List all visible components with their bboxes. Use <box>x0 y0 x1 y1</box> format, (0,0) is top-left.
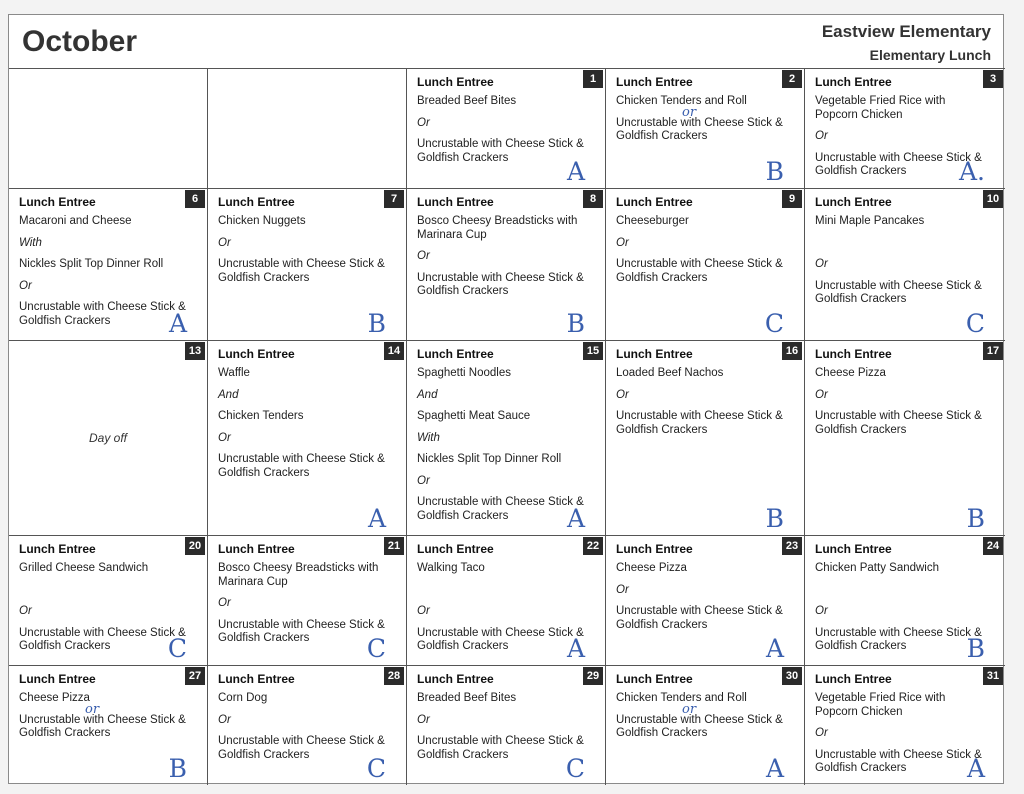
entree-heading: Lunch Entree <box>417 672 494 686</box>
menu-item: Uncrustable with Cheese Stick & Goldfish Crackers <box>417 496 584 522</box>
menu-item: Uncrustable with Cheese Stick & Goldfish Crackers <box>815 151 982 177</box>
entree-heading: Lunch Entree <box>815 672 892 686</box>
day-number: 23 <box>782 537 802 555</box>
day-cell <box>805 536 1005 666</box>
day-cell <box>606 341 805 536</box>
menu-item: Or <box>218 713 231 726</box>
menu-items <box>815 367 991 445</box>
day-cell <box>9 666 208 785</box>
menu-item: Uncrustable with Cheese Stick & Goldfish Crackers <box>19 713 186 739</box>
entree-heading: Lunch Entree <box>218 195 295 209</box>
menu-item: Or <box>417 250 430 262</box>
menu-item: Or <box>815 258 828 270</box>
entree-heading: Lunch Entree <box>417 347 494 361</box>
day-cell <box>805 68 1005 189</box>
menu-item: Spaghetti Noodles <box>417 367 511 379</box>
day-off-label: Day off <box>88 431 127 445</box>
day-cell <box>208 341 407 536</box>
handwritten-choice-mark: B <box>765 157 784 186</box>
menu-item: Uncrustable with Cheese Stick & Goldfish Crackers <box>218 735 385 761</box>
menu-item: Or <box>218 597 231 609</box>
day-cell <box>407 189 606 341</box>
menu-item: Uncrustable with Cheese Stick & Goldfish Crackers <box>19 301 186 327</box>
menu-item: And <box>218 388 239 401</box>
menu-items <box>616 367 790 445</box>
school-name: Eastview Elementary <box>821 22 991 41</box>
menu-item: Or <box>815 388 828 401</box>
entree-heading: Lunch Entree <box>616 75 693 89</box>
menu-item: Breaded Beef Bites <box>417 95 517 107</box>
day-number: 1 <box>583 70 603 88</box>
day-number: 29 <box>583 667 603 685</box>
menu-item: Uncrustable with Cheese Stick & Goldfish Crackers <box>218 258 385 284</box>
menu-item: With <box>19 236 42 249</box>
day-number: 8 <box>583 190 603 208</box>
entree-heading: Lunch Entree <box>417 195 494 209</box>
menu-item: Uncrustable with Cheese Stick & Goldfish Crackers <box>417 735 584 761</box>
day-number: 13 <box>185 342 205 360</box>
menu-item: Or <box>815 727 828 739</box>
menu-item: With <box>417 431 440 444</box>
menu-items <box>815 562 991 662</box>
handwritten-choice-mark: C <box>764 309 784 338</box>
menu-item: Grilled Cheese Sandwich <box>19 562 149 574</box>
handwritten-choice-mark: B <box>966 634 985 663</box>
menu-item: Nickles Split Top Dinner Roll <box>19 258 164 270</box>
menu-items <box>417 562 591 662</box>
day-number: 17 <box>983 342 1003 360</box>
menu-item: Vegetable Fried Rice with Popcorn Chicken <box>815 692 946 718</box>
day-number: 22 <box>583 537 603 555</box>
day-cell <box>606 666 805 785</box>
menu-item: Nickles Split Top Dinner Roll <box>417 453 562 465</box>
calendar-grid <box>9 15 1005 785</box>
handwritten-choice-mark: A <box>966 754 985 783</box>
day-cell <box>9 189 208 341</box>
day-cell <box>407 68 606 189</box>
menu-item: Or <box>218 236 231 249</box>
menu-item: Or <box>616 583 629 596</box>
entree-heading: Lunch Entree <box>616 347 693 361</box>
menu-item: Or <box>417 605 430 617</box>
day-cell <box>208 189 407 341</box>
menu-items <box>815 692 991 784</box>
day-number: 2 <box>782 70 802 88</box>
menu-item: Or <box>417 713 430 726</box>
day-number: 31 <box>983 667 1003 685</box>
handwritten-choice-mark: A. <box>958 157 985 186</box>
menu-item: Spaghetti Meat Sauce <box>417 410 531 422</box>
menu-item: Mini Maple Pancakes <box>815 215 925 227</box>
handwritten-choice-mark: C <box>366 634 386 663</box>
menu-item: Uncrustable with Cheese Stick & Goldfish Crackers <box>616 410 783 436</box>
menu-item: Uncrustable with Cheese Stick & Goldfish Crackers <box>616 713 783 739</box>
entree-heading: Lunch Entree <box>19 542 96 556</box>
menu-item: Chicken Patty Sandwich <box>815 562 940 574</box>
entree-heading: Lunch Entree <box>417 542 494 556</box>
menu-item: Uncrustable with Cheese Stick & Goldfish Crackers <box>218 453 385 479</box>
entree-heading: Lunch Entree <box>19 195 96 209</box>
handwritten-choice-mark: B <box>765 504 784 533</box>
menu-item: Walking Taco <box>417 562 485 574</box>
day-cell <box>805 341 1005 536</box>
spacer <box>417 584 591 598</box>
menu-item: Or <box>19 605 32 617</box>
day-cell <box>407 666 606 785</box>
menu-items <box>616 692 790 749</box>
day-number: 6 <box>185 190 205 208</box>
handwritten-choice-mark: B <box>966 504 985 533</box>
entree-heading: Lunch Entree <box>815 542 892 556</box>
menu-item: Or <box>616 236 629 249</box>
menu-items <box>417 215 591 307</box>
day-number: 28 <box>384 667 404 685</box>
menu-item: Uncrustable with Cheese Stick & Goldfish Crackers <box>19 626 186 652</box>
menu-item: Uncrustable with Cheese Stick & Goldfish Crackers <box>815 748 982 774</box>
day-cell <box>407 536 606 666</box>
handwritten-choice-mark: A <box>765 634 784 663</box>
menu-item: Waffle <box>218 367 250 379</box>
entree-heading: Lunch Entree <box>616 195 693 209</box>
entree-heading: Lunch Entree <box>218 542 295 556</box>
spacer <box>19 584 193 598</box>
menu-sheet <box>8 14 1004 784</box>
menu-item: Breaded Beef Bites <box>417 692 517 704</box>
entree-heading: Lunch Entree <box>616 672 693 686</box>
menu-items <box>19 215 193 336</box>
handwritten-choice-mark: B <box>168 754 187 783</box>
day-cell <box>805 189 1005 341</box>
spacer <box>815 584 991 598</box>
day-number: 14 <box>384 342 404 360</box>
menu-item: Or <box>218 431 231 444</box>
day-cell <box>606 68 805 189</box>
day-number: 21 <box>384 537 404 555</box>
day-number: 20 <box>185 537 205 555</box>
entree-heading: Lunch Entree <box>417 75 494 89</box>
menu-item: Corn Dog <box>218 692 268 704</box>
handwritten-choice-mark: C <box>366 754 386 783</box>
handwritten-choice-mark: A <box>566 157 585 186</box>
menu-items <box>417 95 591 173</box>
entree-heading: Lunch Entree <box>218 672 295 686</box>
day-cell <box>606 189 805 341</box>
menu-items <box>417 367 591 531</box>
menu-item: Bosco Cheesy Breadsticks with Marinara Cup <box>417 215 578 241</box>
handwritten-choice-mark: A <box>566 634 585 663</box>
day-cell <box>606 536 805 666</box>
entree-heading: Lunch Entree <box>19 672 96 686</box>
menu-item: Uncrustable with Cheese Stick & Goldfish Crackers <box>815 410 982 436</box>
entree-heading: Lunch Entree <box>815 195 892 209</box>
day-number: 9 <box>782 190 802 208</box>
day-number: 3 <box>983 70 1003 88</box>
menu-item: Or <box>417 474 430 487</box>
handwritten-choice-mark: A <box>367 504 386 533</box>
day-number: 16 <box>782 342 802 360</box>
menu-item: Cheeseburger <box>616 215 689 227</box>
menu-item: Chicken Tenders and Roll <box>616 692 747 704</box>
menu-item: Or <box>19 279 32 292</box>
entree-heading: Lunch Entree <box>815 75 892 89</box>
menu-item: Macaroni and Cheese <box>19 215 132 227</box>
menu-item: Cheese Pizza <box>19 692 90 704</box>
handwritten-choice-mark: C <box>965 309 985 338</box>
menu-item: Uncrustable with Cheese Stick & Goldfish Crackers <box>417 138 584 164</box>
menu-item: Uncrustable with Cheese Stick & Goldfish Crackers <box>218 618 385 644</box>
day-cell <box>407 341 606 536</box>
menu-item: And <box>417 388 438 401</box>
menu-item: Uncrustable with Cheese Stick & Goldfish Crackers <box>616 116 783 142</box>
handwritten-choice-mark: A <box>168 309 187 338</box>
day-cell <box>208 68 407 189</box>
menu-item: Chicken Tenders <box>218 410 304 422</box>
handwritten-choice-mark: B <box>367 309 386 338</box>
menu-items <box>616 562 790 640</box>
menu-item: Or <box>815 130 828 142</box>
menu-item: Cheese Pizza <box>616 562 687 574</box>
menu-item: Uncrustable with Cheese Stick & Goldfish Crackers <box>616 605 783 631</box>
menu-item: Or <box>815 605 828 617</box>
menu-item: Uncrustable with Cheese Stick & Goldfish Crackers <box>815 626 982 652</box>
menu-item: Or <box>417 116 430 129</box>
month-title: October <box>22 25 138 58</box>
handwritten-choice-mark: A <box>765 754 784 783</box>
day-number: 7 <box>384 190 404 208</box>
handwritten-choice-mark: B <box>566 309 585 338</box>
day-number: 24 <box>983 537 1003 555</box>
menu-type-title: Elementary Lunch <box>869 47 991 63</box>
menu-items <box>616 215 790 293</box>
day-number: 30 <box>782 667 802 685</box>
menu-item: Loaded Beef Nachos <box>616 367 724 379</box>
handwritten-choice-mark: C <box>167 634 187 663</box>
menu-items <box>218 215 392 293</box>
handwritten-or-note: or <box>85 702 100 717</box>
menu-item: Chicken Tenders and Roll <box>616 95 747 107</box>
menu-item: Cheese Pizza <box>815 367 886 379</box>
menu-item: Uncrustable with Cheese Stick & Goldfish Crackers <box>417 626 584 652</box>
menu-item: Bosco Cheesy Breadsticks with Marinara Cup <box>218 562 379 588</box>
day-number: 27 <box>185 667 205 685</box>
day-cell <box>9 536 208 666</box>
day-cell <box>805 666 1005 785</box>
menu-item: Uncrustable with Cheese Stick & Goldfish Crackers <box>616 258 783 284</box>
menu-item: Uncrustable with Cheese Stick & Goldfish Crackers <box>417 271 584 297</box>
day-number: 10 <box>983 190 1003 208</box>
entree-heading: Lunch Entree <box>815 347 892 361</box>
entree-heading: Lunch Entree <box>218 347 295 361</box>
day-cell <box>9 68 208 189</box>
handwritten-choice-mark: A <box>566 504 585 533</box>
handwritten-or-note: or <box>682 702 697 717</box>
day-cell <box>9 341 208 536</box>
menu-items <box>815 215 991 315</box>
day-cell <box>208 666 407 785</box>
handwritten-choice-mark: C <box>565 754 585 783</box>
menu-item: Vegetable Fried Rice with Popcorn Chicken <box>815 95 946 121</box>
day-cell <box>208 536 407 666</box>
menu-item: Or <box>616 388 629 401</box>
menu-items <box>218 367 392 488</box>
menu-items <box>19 692 193 749</box>
menu-item: Uncrustable with Cheese Stick & Goldfish Crackers <box>815 279 982 305</box>
menu-items <box>616 95 790 152</box>
handwritten-or-note: or <box>682 105 697 120</box>
day-number: 15 <box>583 342 603 360</box>
menu-item: Chicken Nuggets <box>218 215 306 227</box>
spacer <box>815 237 991 251</box>
entree-heading: Lunch Entree <box>616 542 693 556</box>
